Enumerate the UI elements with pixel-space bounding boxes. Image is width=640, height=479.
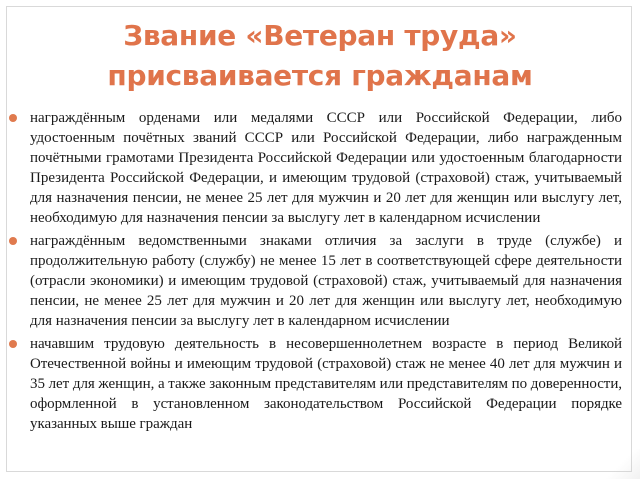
page-curl-shadow (600, 449, 640, 479)
bullet-dot-icon (9, 114, 17, 122)
bullet-text-1: награждённым орденами или медалями СССР или Российской Федерации, либо удостоенным почётных званий СССР или Российской Федерации, либо награжденным почётными грамотами Президента Российской Федерации или удостоенным благодарности Президента Российской Федерации, и имеющим трудовой (страховой) стаж, учитываемый для назначения пенсии, не менее 25 лет для мужчин и 20 лет для женщин или выслугу лет, необходимую для назначения пенсии за выслугу лет в календарном исчислении (30, 110, 622, 226)
bullet-item-3 (30, 334, 622, 434)
bullet-item-2 (30, 231, 622, 331)
bullet-item-1 (30, 108, 622, 228)
slide-title (20, 16, 620, 96)
bullet-text-2: награждённым ведомственными знаками отличия за заслуги в труде (службе) и продолжительную работу (службу) не менее 15 лет в соответствующей сфере деятельности (отрасли экономики) и имеющим трудовой (страховой) стаж, учитываемый для назначения пенсии, не менее 25 лет для мужчин и 20 лет для женщин или выслугу лет, необходимую для назначения пенсии за выслугу лет в календарном исчислении (30, 233, 622, 329)
bullet-list (30, 108, 622, 437)
bullet-dot-icon (9, 340, 17, 348)
slide-title-line-2: присваивается гражданам (107, 59, 533, 92)
bullet-text-3: начавшим трудовую деятельность в несовершеннолетнем возрасте в период Великой Отечественной войны и имеющим трудовой (страховой) стаж не менее 40 лет для мужчин и 35 лет для женщин, а также законным представителям или представителям по доверенности, оформленной в установленном законодательством Российской Федерации порядке указанных выше граждан (30, 336, 622, 432)
bullet-dot-icon (9, 237, 17, 245)
slide-title-line-1: Звание «Ветеран труда» (123, 19, 517, 52)
